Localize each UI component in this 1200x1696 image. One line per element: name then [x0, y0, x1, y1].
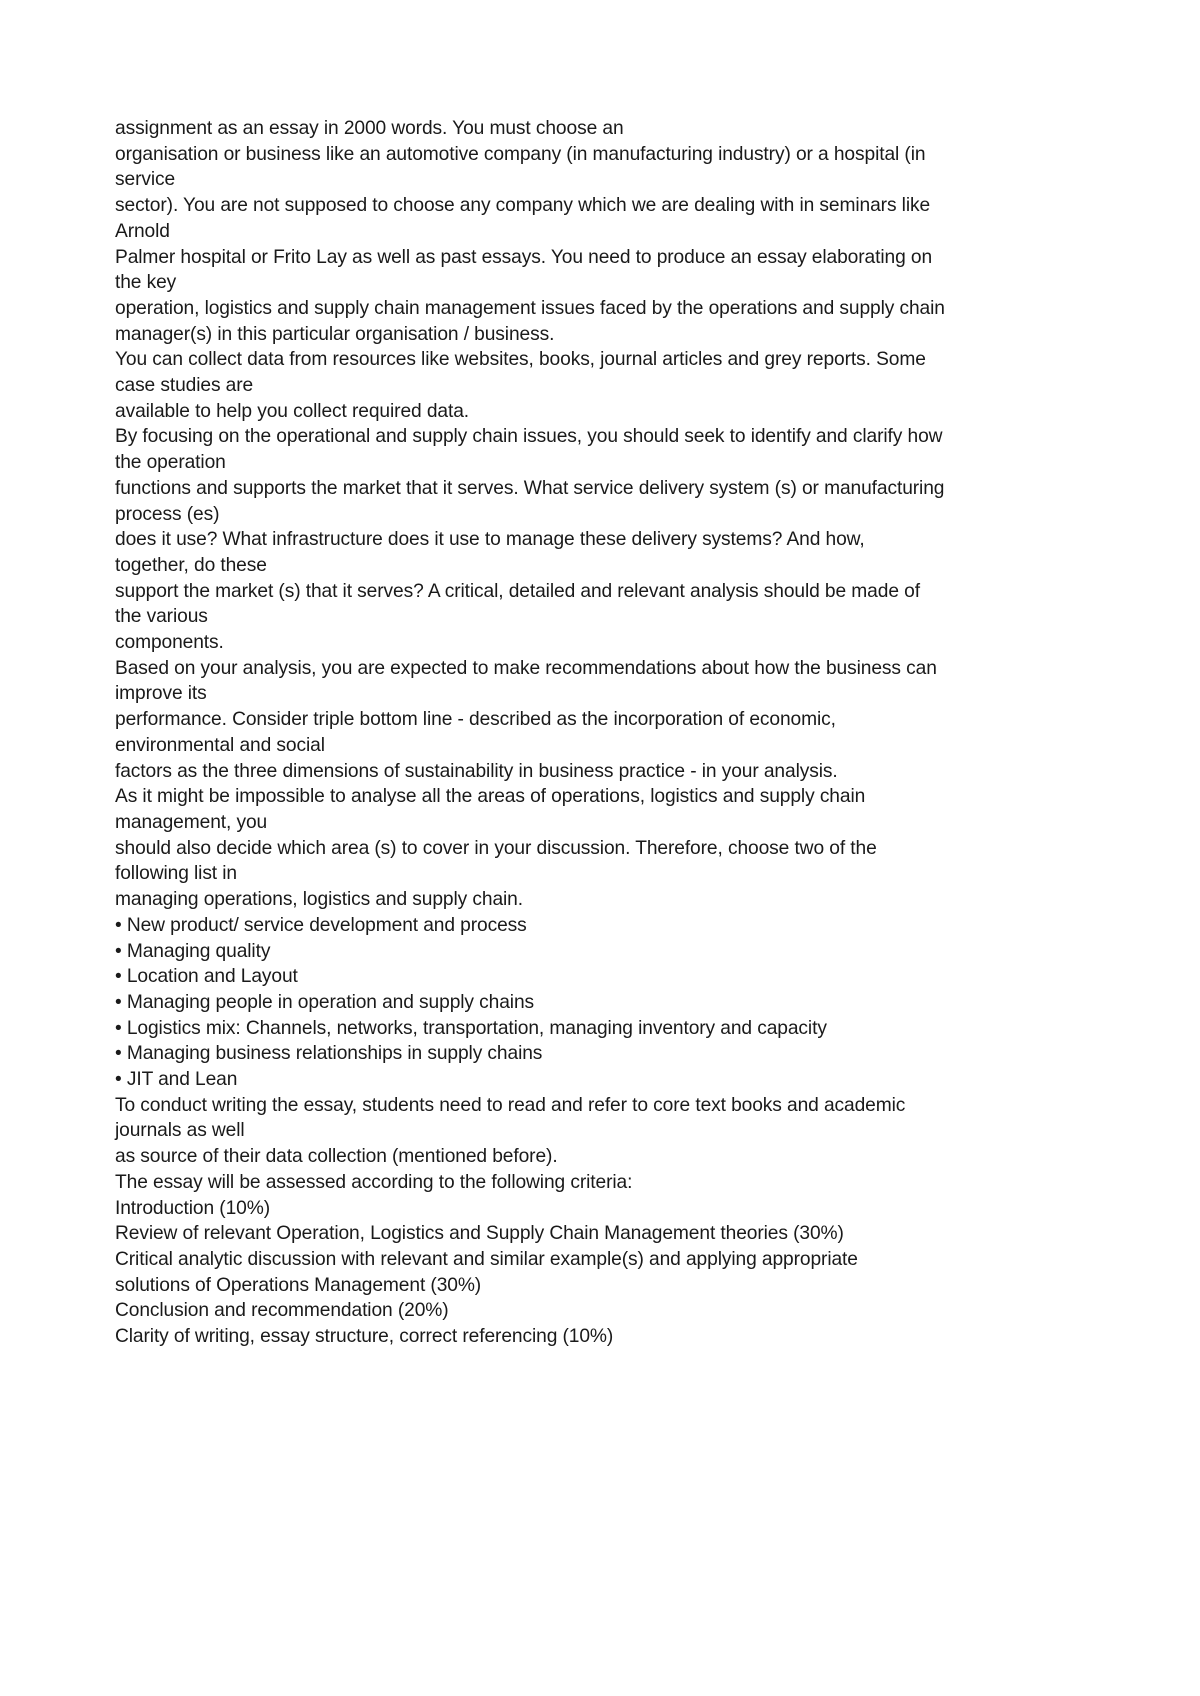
list-item: • New product/ service development and process — [115, 914, 527, 936]
list-item: • Managing quality — [115, 940, 271, 962]
text-line: By focusing on the operational and supply chain issues, you should seek to identify and clarify how — [115, 426, 943, 448]
text-line: environmental and social — [115, 734, 325, 756]
text-line: Palmer hospital or Frito Lay as well as past essays. You need to produce an essay elaborating on — [115, 246, 933, 268]
text-line: as source of their data collection (mentioned before). — [115, 1146, 558, 1168]
text-line: journals as well — [115, 1120, 245, 1142]
list-item: • Managing business relationships in supply chains — [115, 1043, 543, 1065]
criteria-item: Review of relevant Operation, Logistics and Supply Chain Management theories (30%) — [115, 1223, 844, 1245]
text-line: case studies are — [115, 375, 254, 397]
criteria-item: Clarity of writing, essay structure, correct referencing (10%) — [115, 1326, 614, 1348]
criteria-item: Conclusion and recommendation (20%) — [115, 1300, 449, 1322]
text-line: performance. Consider triple bottom line - described as the incorporation of economic, — [115, 709, 836, 731]
criteria-item: solutions of Operations Management (30%) — [115, 1274, 482, 1296]
text-line: process (es) — [115, 503, 220, 525]
text-line: factors as the three dimensions of sustainability in business practice - in your analysis. — [115, 760, 838, 782]
text-line: operation, logistics and supply chain management issues faced by the operations and supply chain — [115, 297, 945, 319]
text-line: support the market (s) that it serves? A critical, detailed and relevant analysis should be made of — [115, 580, 920, 602]
list-item: • Logistics mix: Channels, networks, transportation, managing inventory and capacity — [115, 1017, 827, 1039]
text-line: components. — [115, 632, 224, 654]
text-line: together, do these — [115, 554, 267, 576]
text-line: You can collect data from resources like websites, books, journal articles and grey reports. Some — [115, 349, 926, 371]
text-line: assignment as an essay in 2000 words. You must choose an — [115, 118, 624, 139]
text-line: available to help you collect required data. — [115, 400, 469, 422]
text-line: functions and supports the market that it serves. What service delivery system (s) or manufacturing — [115, 477, 945, 499]
text-line: the key — [115, 272, 177, 294]
text-line: service — [115, 169, 176, 191]
text-line: the operation — [115, 452, 226, 474]
text-line: sector). You are not supposed to choose any company which we are dealing with in seminars like — [115, 195, 931, 217]
text-line: improve its — [115, 683, 207, 705]
text-line: As it might be impossible to analyse all the areas of operations, logistics and supply chain — [115, 786, 866, 808]
text-line: The essay will be assessed according to the following criteria: — [115, 1171, 633, 1193]
text-line: management, you — [115, 811, 268, 833]
text-line: following list in — [115, 863, 238, 885]
text-line: organisation or business like an automotive company (in manufacturing industry) or a hospital (in — [115, 143, 926, 165]
text-line: does it use? What infrastructure does it use to manage these delivery systems? And how, — [115, 529, 865, 551]
text-line: managing operations, logistics and supply chain. — [115, 889, 523, 911]
criteria-item: Critical analytic discussion with relevant and similar example(s) and applying appropriate — [115, 1248, 858, 1270]
text-line: Based on your analysis, you are expected to make recommendations about how the business can — [115, 657, 937, 679]
text-line: manager(s) in this particular organisation / business. — [115, 323, 555, 345]
list-item: • Location and Layout — [115, 966, 298, 988]
text-line: To conduct writing the essay, students need to read and refer to core text books and academic — [115, 1094, 906, 1116]
text-line: should also decide which area (s) to cover in your discussion. Therefore, choose two of the — [115, 837, 877, 859]
list-item: • JIT and Lean — [115, 1069, 238, 1091]
text-line: the various — [115, 606, 208, 628]
criteria-item: Introduction (10%) — [115, 1197, 270, 1219]
list-item: • Managing people in operation and supply chains — [115, 991, 535, 1013]
document-body — [115, 116, 1095, 1350]
text-line: Arnold — [115, 220, 170, 242]
